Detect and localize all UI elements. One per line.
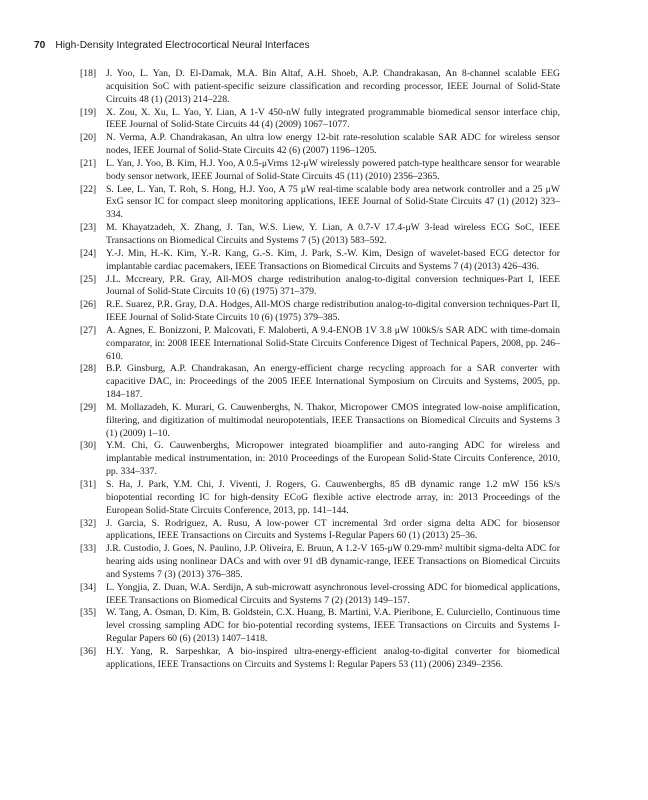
reference-item	[80, 68, 560, 107]
reference-number: [23]	[80, 222, 97, 234]
reference-number: [35]	[80, 607, 97, 619]
reference-item	[80, 107, 560, 133]
reference-text: S. Ha, J. Park, Y.M. Chi, J. Viventi, J. Rogers, G. Cauwenberghs, 85 dB dynamic range 1.2 mW 156 kS/s biopotential recording IC for high-density ECoG flexible active electrode array, in: 2013 Proceedings of the European Solid-State Circuits Conference, 2013, pp. 141–144.	[106, 479, 560, 516]
reference-number: [30]	[80, 440, 97, 452]
page-number: 70	[34, 40, 46, 51]
reference-item	[80, 158, 560, 184]
reference-number: [20]	[80, 132, 97, 144]
reference-item	[80, 325, 560, 364]
running-title: High-Density Integrated Electrocortical Neural Interfaces	[55, 40, 310, 51]
reference-text: W. Tang, A. Osman, D. Kim, B. Goldstein, C.X. Huang, B. Martini, V.A. Pieribone, E. Culurciello, Continuous time level crossing sampling ADC for bio-potential recording systems, IEEE Transactions on Circuits and Systems I-Regular Papers 60 (6) (2013) 1407–1418.	[106, 607, 560, 645]
reference-number: [27]	[80, 324, 97, 336]
reference-number: [33]	[80, 543, 97, 555]
reference-number: [19]	[80, 106, 97, 118]
reference-item	[80, 582, 560, 608]
reference-text: N. Verma, A.P. Chandrakasan, An ultra low energy 12-bit rate-resolution scalable SAR ADC for wireless sensor nodes, IEEE Journal of Solid-State Circuits 42 (6) (2007) 1196–1205.	[106, 132, 560, 157]
reference-item	[80, 543, 560, 582]
reference-item	[80, 132, 560, 158]
reference-item	[80, 184, 560, 223]
reference-text: J.R. Custodio, J. Goes, N. Paulino, J.P. Oliveira, E. Bruun, A 1.2-V 165-μW 0.29-mm² multibit sigma-delta ADC for hearing aids using nonlinear DACs and with over 91 dB dynamic-range, IEEE Transactions on Biomedical Circuits and Systems 7 (3) (2013) 376–385.	[106, 543, 560, 580]
reference-text: Y.-J. Min, H.-K. Kim, Y.-R. Kang, G.-S. Kim, J. Park, S.-W. Kim, Design of wavelet-based ECG detector for implantable cardiac pacemakers, IEEE Transactions on Biomedical Circuits and Systems 7 (4) (2013) 426–436.	[106, 247, 560, 272]
reference-number: [21]	[80, 157, 97, 169]
reference-item	[80, 440, 560, 479]
reference-number: [25]	[80, 273, 97, 285]
reference-number: [26]	[80, 299, 97, 311]
reference-item	[80, 479, 560, 518]
reference-item	[80, 299, 560, 325]
reference-text: L. Yan, J. Yoo, B. Kim, H.J. Yoo, A 0.5-μVrms 12-μW wirelessly powered patch-type healthcare sensor for wearable body sensor network, IEEE Journal of Solid-State Circuits 45 (11) (2010) 2356–2365.	[106, 157, 560, 182]
reference-text: A. Agnes, E. Bonizzoni, P. Malcovati, F. Maloberti, A 9.4-ENOB 1V 3.8 μW 100kS/s SAR ADC with time-domain comparator, in: 2008 IEEE International Solid-State Circuits Conference Digest of Technical Papers, 2008, pp. 246–610.	[106, 324, 560, 362]
reference-text: Y.M. Chi, G. Cauwenberghs, Micropower integrated bioamplifier and auto-ranging ADC for wireless and implantable medical instrumentation, in: 2010 Proceedings of the European Solid-State Circuits Conference, 2010, pp. 334–337.	[106, 440, 560, 478]
reference-text: H.Y. Yang, R. Sarpeshkar, A bio-inspired ultra-energy-efficient analog-to-digital converter for biomedical applications, IEEE Transactions on Circuits and Systems I: Regular Papers 53 (11) (2006) 2349–2356.	[106, 645, 560, 670]
reference-item	[80, 274, 560, 300]
reference-item	[80, 222, 560, 248]
reference-number: [31]	[80, 479, 97, 490]
reference-number: [36]	[80, 645, 97, 657]
reference-text: J. Garcia, S. Rodriguez, A. Rusu, A low-power CT incremental 3rd order sigma delta ADC for biosensor applications, IEEE Transactions on Circuits and Systems I-Regular Papers 60 (1) (2013) 25–36.	[106, 517, 560, 542]
reference-item	[80, 402, 560, 441]
reference-text: M. Khayatzadeh, X. Zhang, J. Tan, W.S. Liew, Y. Lian, A 0.7-V 17.4-μW 3-lead wireless ECG SoC, IEEE Transactions on Biomedical Circuits and Systems 7 (5) (2013) 583–592.	[106, 222, 560, 246]
reference-item	[80, 248, 560, 274]
reference-text: J. Yoo, L. Yan, D. El-Damak, M.A. Bin Altaf, A.H. Shoeb, A.P. Chandrakasan, An 8-channel scalable EEG acquisition SoC with patient-specific seizure classification and recording processor, IEEE Journal of Solid-State Circuits 48 (1) (2013) 214–228.	[106, 68, 560, 105]
reference-number: [22]	[80, 183, 97, 195]
reference-number: [28]	[80, 363, 97, 375]
reference-text: R.E. Suarez, P.R. Gray, D.A. Hodges, All-MOS charge redistribution analog-to-digital conversion techniques-Part II, IEEE Journal of Solid-State Circuits 10 (6) (1975) 379–385.	[106, 299, 560, 324]
reference-item	[80, 518, 560, 544]
reference-number: [24]	[80, 247, 97, 259]
reference-number: [29]	[80, 401, 97, 413]
reference-number: [32]	[80, 517, 97, 529]
reference-text: X. Zou, X. Xu, L. Yao, Y. Lian, A 1-V 450-nW fully integrated programmable biomedical sensor interface chip, IEEE Journal of Solid-State Circuits 44 (4) (2009) 1067–1077.	[106, 106, 560, 131]
reference-number: [18]	[80, 68, 97, 79]
running-header	[34, 40, 614, 51]
reference-item	[80, 646, 560, 672]
reference-text: B.P. Ginsburg, A.P. Chandrakasan, An energy-efficient charge recycling approach for a SAR converter with capacitive DAC, in: Proceedings of the 2005 IEEE International Symposium on Circuits and Systems, 2005, pp. 184–187.	[106, 363, 560, 401]
reference-list	[80, 68, 560, 672]
reference-text: M. Mollazadeh, K. Murari, G. Cauwenberghs, N. Thakor, Micropower CMOS integrated low-noise amplification, filtering, and digitization of multimodal neuropotentials, IEEE Transactions on Biomedical Circuits and Systems 3 (1) (2009) 1–10.	[106, 401, 560, 439]
reference-text: L. Yongjia, Z. Duan, W.A. Serdijn, A sub-microwatt asynchronous level-crossing ADC for biomedical applications, IEEE Transactions on Biomedical Circuits and Systems 7 (2) (2013) 149–157.	[106, 581, 560, 606]
reference-item	[80, 363, 560, 402]
reference-text: S. Lee, L. Yan, T. Roh, S. Hong, H.J. Yoo, A 75 μW real-time scalable body area network controller and a 25 μW ExG sensor IC for compact sleep monitoring applications, IEEE Journal of Solid-State Circuits 47 (1) (2012) 323–334.	[106, 183, 560, 221]
reference-text: J.L. Mccreary, P.R. Gray, All-MOS charge redistribution analog-to-digital conversion techniques-Part I, IEEE Journal of Solid-State Circuits 10 (6) (1975) 371–379.	[106, 273, 560, 298]
reference-number: [34]	[80, 581, 97, 593]
reference-item	[80, 607, 560, 646]
